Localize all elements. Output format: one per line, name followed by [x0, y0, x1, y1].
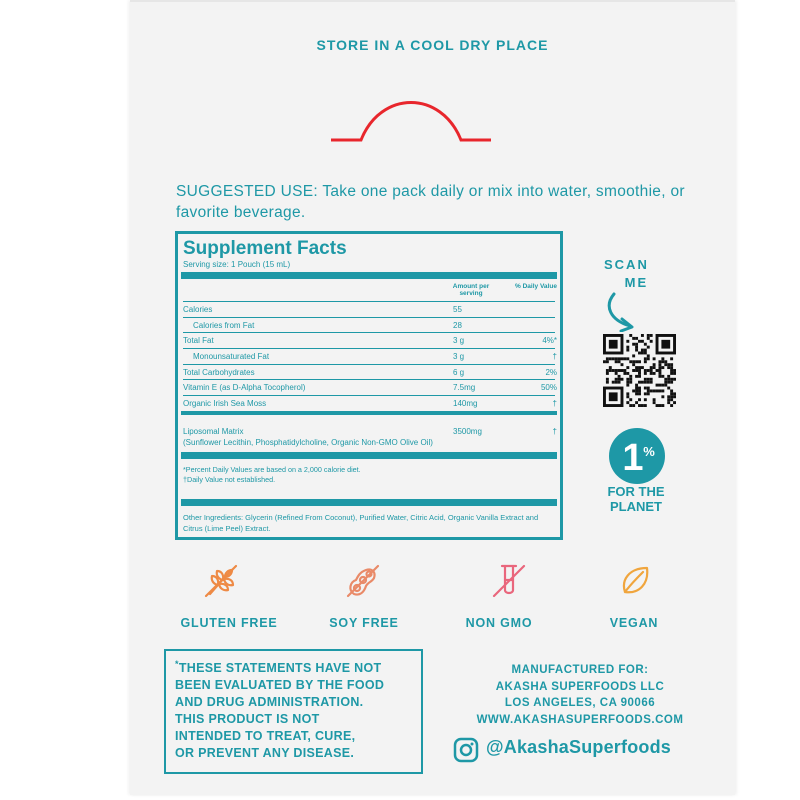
supplement-facts-panel: [175, 231, 563, 540]
nutrient-name: Monounsaturated Fat: [193, 352, 270, 362]
nutrient-amount: 3 g: [453, 352, 465, 362]
facts-row: [183, 395, 555, 411]
qr-code-icon[interactable]: [603, 334, 676, 407]
nutrient-amount: 28: [453, 320, 462, 330]
facts-row: [183, 332, 555, 348]
facts-column-header: [183, 279, 555, 301]
percent-sign: %: [643, 444, 655, 459]
scan-text: SCAN: [604, 257, 649, 272]
nutrient-dv: †: [552, 426, 557, 436]
nutrient-name: Organic Irish Sea Moss: [183, 399, 267, 409]
for-the-text: FOR THE: [607, 484, 665, 499]
nutrient-amount: 3 g: [453, 336, 465, 346]
gluten-free-label: GLUTEN FREE: [180, 616, 278, 630]
nutrient-amount: 3500mg: [453, 426, 482, 436]
website-link[interactable]: WWW.AKASHASUPERFOODS.COM: [476, 713, 684, 726]
nutrient-amount: 55: [453, 305, 462, 314]
disclaimer-line: THIS PRODUCT IS NOT: [175, 712, 320, 726]
fda-disclaimer: [164, 649, 423, 774]
liposomal-ingredients: (Sunflower Lecithin, Phosphatidylcholine, Organic Non-GMO Olive Oil): [183, 437, 433, 447]
instagram-icon[interactable]: [453, 737, 479, 763]
facts-row: [183, 301, 555, 317]
soybean-crossed-icon: [340, 558, 386, 604]
disclaimer-line: BEEN EVALUATED BY THE FOOD: [175, 678, 385, 692]
me-text: ME: [624, 275, 649, 290]
mfg-company: AKASHA SUPERFOODS LLC: [495, 680, 665, 693]
other-ingredients: Other Ingredients: Glycerin (Refined From Coconut), Purified Water, Citric Acid, Organic Vanilla Extract and Citrus (Lime Peel) Extract.: [183, 512, 539, 533]
scan-me-label: [604, 256, 649, 292]
nutrient-amount: 140mg: [453, 399, 478, 409]
facts-title: Supplement Facts: [183, 238, 347, 259]
disclaimer-line: INTENDED TO TREAT, CURE,: [175, 729, 356, 743]
mfg-line: MANUFACTURED FOR:: [511, 664, 649, 676]
for-the-planet-label: [596, 484, 676, 514]
nutrient-name: Vitamin E (as D-Alpha Tocopherol): [183, 383, 306, 393]
facts-row: [183, 317, 555, 333]
nutrient-dv: †: [552, 352, 557, 362]
facts-footnotes: [183, 459, 555, 497]
nutrient-name: Total Fat: [183, 336, 214, 346]
facts-thick-rule: [181, 452, 557, 459]
nutrient-dv: 50%: [540, 383, 557, 393]
disclaimer-text: THESE STATEMENTS HAVE NOT: [178, 661, 382, 675]
daily-value-header: % Daily Value: [515, 283, 557, 290]
suggested-use: SUGGESTED USE: Take one pack daily or mix into water, smoothie, or favorite beverage.: [176, 183, 685, 221]
nutrient-name: Liposomal Matrix: [183, 426, 244, 436]
footnote-not-established: †Daily Value not established.: [183, 474, 276, 484]
disclaimer-line: OR PREVENT ANY DISEASE.: [175, 746, 355, 760]
wheat-crossed-icon: [198, 558, 244, 604]
leaf-icon: [613, 558, 659, 604]
disclaimer-line: AND DRUG ADMINISTRATION.: [175, 695, 364, 709]
package-top-edge: [130, 0, 735, 2]
disclaimer-line: [175, 660, 421, 677]
non-gmo-label: NON GMO: [465, 616, 533, 630]
nutrient-dv: †: [552, 399, 557, 409]
mfg-address: LOS ANGELES, CA 90066: [504, 697, 656, 709]
footnote-daily-values: *Percent Daily Values are based on a 2,000 calorie diet.: [183, 464, 361, 474]
nutrient-amount: 6 g: [453, 367, 465, 377]
facts-row: [183, 379, 555, 395]
nutrient-name: Calories from Fat: [193, 320, 255, 330]
nutrient-dv: 2%: [545, 367, 557, 377]
facts-thick-rule: [181, 499, 557, 506]
one-numeral: 1: [622, 437, 644, 479]
arch-graphic: [331, 84, 491, 144]
curved-arrow-icon: [602, 292, 642, 332]
nutrient-name: Calories: [183, 305, 213, 314]
one-percent-logo-icon: [609, 428, 665, 484]
serving-size: Serving size: 1 Pouch (15 mL): [183, 260, 291, 269]
test-tube-crossed-icon: [486, 558, 532, 604]
facts-thick-rule: [181, 272, 557, 279]
instagram-handle[interactable]: @AkashaSuperfoods: [486, 737, 671, 757]
facts-row: [183, 364, 555, 380]
soy-free-label: SOY FREE: [329, 616, 399, 630]
vegan-label: VEGAN: [609, 616, 659, 630]
nutrient-dv: 4%*: [542, 336, 557, 346]
amount-header: Amount per serving: [452, 283, 490, 297]
liposomal-matrix-row: [183, 415, 555, 450]
storage-instruction: STORE IN A COOL DRY PLACE: [316, 37, 549, 53]
nutrient-amount: 7.5mg: [453, 383, 476, 393]
nutrient-name: Total Carbohydrates: [183, 367, 255, 377]
manufacturer-info: [448, 662, 712, 728]
facts-row: [183, 348, 555, 364]
disclaimer-asterisk: *: [175, 659, 179, 669]
planet-text: PLANET: [610, 499, 662, 514]
